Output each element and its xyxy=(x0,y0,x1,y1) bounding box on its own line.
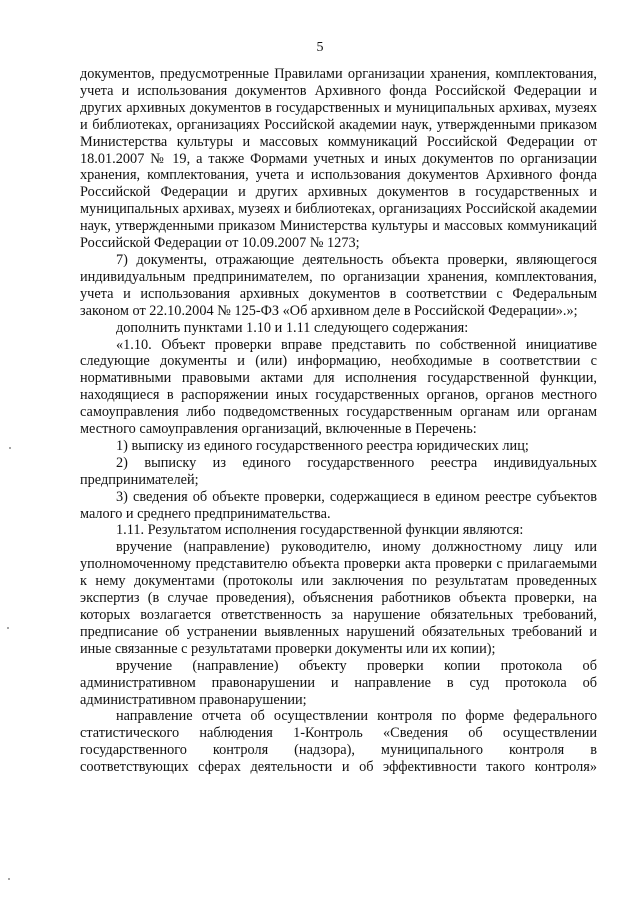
scan-speck xyxy=(9,447,11,449)
paragraph-continuation: документов, предусмотренные Правилами организации хранения, комплектования, учета и использования документов Архивного фонда Российской Федерации и других архивных документов в государственных и муниципальных архивах, музеях и библиотеках, организациях Российской академии наук, утвержденными приказом Министерства культуры и массовых коммуникаций Российской Федерации от 18.01.2007 № 19, а также Формами учетных и иных документов по организации хранения, комплектования, учета и использования документов Архивного фонда Российской Федерации и других архивных документов в государственных и муниципальных архивах, музеях и библиотеках, организациях Российской академии наук, утвержденными приказом Министерства культуры и массовых коммуникаций Российской Федерации от 10.09.2007 № 1273; xyxy=(80,66,597,252)
paragraph-list-item-3: 3) сведения об объекте проверки, содержащиеся в едином реестре субъектов малого и среднего предпринимательства. xyxy=(80,488,597,522)
page-number: 5 xyxy=(316,40,324,55)
paragraph-list-item-1: 1) выписку из единого государственного реестра юридических лиц; xyxy=(116,437,529,454)
paragraph-result-delivery: вручение (направление) руководителю, иному должностному лицу или уполномоченному представителю объекта проверки акта проверки с прилагаемыми к нему документами (протоколы или заключения по результатам проведенных экспертиз (в случае проведения), объяснения работников объекта проверки, на которых возлагается ответственность за нарушение обязательных требований, предписание об устранении выявленных нарушений обязательных требований и иные связанные с результатами проверки документы или их копии); xyxy=(80,539,597,657)
scan-speck xyxy=(7,627,9,629)
paragraph-list-item-2: 2) выписку из единого государственного реестра индивидуальных предпринимателей; xyxy=(80,454,597,488)
document-body xyxy=(80,66,597,776)
paragraph-clause-1-11: 1.11. Результатом исполнения государственной функции являются: xyxy=(116,522,524,539)
paragraph-amendment-intro: дополнить пунктами 1.10 и 1.11 следующего содержания: xyxy=(116,319,469,336)
paragraph-result-report: направление отчета об осуществлении контроля по форме федерального статистического наблюдения 1-Контроль «Сведения об осуществлении государственного контроля (надзора), муниципального контроля в соответствующих сферах деятельности и об эффективности такого контроля» xyxy=(80,708,597,776)
paragraph-result-protocol: вручение (направление) объекту проверки копии протокола об административном правонарушении и направление в суд протокола об административном правонарушении; xyxy=(80,657,597,708)
paragraph-clause-1-10: «1.10. Объект проверки вправе представить по собственной инициативе следующие документы и (или) информацию, необходимые в соответствии с нормативными правовыми актами для исполнения государственной функции, находящиеся в распоряжении иных государственных органов, органов местного самоуправления либо подведомственных государственным органам или органам местного самоуправления организаций, включенные в Перечень: xyxy=(80,336,597,438)
paragraph-item-7: 7) документы, отражающие деятельность объекта проверки, являющегося индивидуальным предпринимателем, по организации хранения, комплектования, учета и использования архивных документов в соответствии с Федеральным законом от 22.10.2004 № 125-ФЗ «Об архивном деле в Российской Федерации».»; xyxy=(80,251,597,319)
scan-speck xyxy=(8,878,10,880)
